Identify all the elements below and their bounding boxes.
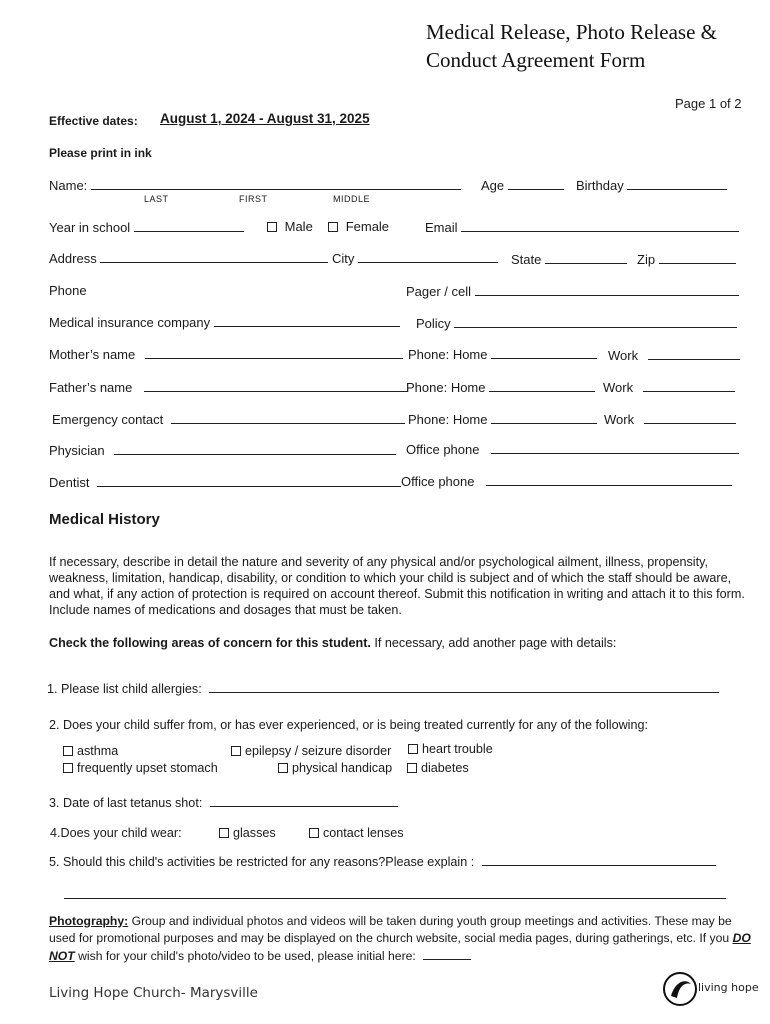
handicap-checkbox[interactable]	[278, 763, 288, 773]
physician-field[interactable]	[114, 442, 396, 455]
condition-heart	[408, 742, 493, 756]
emergency-field[interactable]	[171, 411, 405, 424]
emergency-phone-home-label: Phone: Home	[408, 412, 488, 427]
mother-phone-home-field[interactable]	[491, 346, 597, 359]
mother-phone-row	[408, 346, 597, 362]
middle-sublabel: MIDDLE	[333, 194, 371, 204]
living-hope-logo-text: living hope	[698, 981, 759, 994]
physician-office-phone-label: Office phone	[406, 442, 480, 457]
dentist-office-phone-field[interactable]	[486, 473, 732, 486]
city-label: City	[331, 251, 355, 266]
medical-history-heading: Medical History	[49, 511, 160, 528]
condition-epilepsy	[231, 744, 391, 758]
dentist-office-phone-label: Office phone	[401, 474, 475, 489]
check-areas-bold: Check the following areas of concern for this student.	[49, 636, 371, 650]
page-number: Page 1 of 2	[675, 96, 742, 111]
insurance-row	[49, 314, 400, 330]
allergies-row	[47, 680, 719, 696]
glasses-checkbox[interactable]	[219, 828, 229, 838]
insurance-field[interactable]	[214, 314, 400, 327]
first-sublabel: FIRST	[239, 194, 268, 204]
father-work-label: Work	[603, 380, 634, 395]
physician-row	[49, 442, 396, 458]
photography-label: Photography:	[49, 914, 129, 928]
year-row	[49, 219, 244, 235]
year-in-school-field[interactable]	[134, 219, 244, 232]
state-field[interactable]	[545, 251, 627, 264]
father-work-field[interactable]	[643, 379, 735, 392]
photo-initial-field[interactable]	[423, 947, 471, 960]
glasses-label: glasses	[233, 826, 276, 840]
effective-dates-value: August 1, 2024 - August 31, 2025	[160, 111, 370, 126]
father-phone-row	[406, 379, 595, 395]
mother-phone-home-label: Phone: Home	[408, 347, 488, 362]
allergies-field[interactable]	[209, 680, 719, 693]
contacts-option	[309, 826, 404, 840]
tetanus-field[interactable]	[210, 794, 398, 807]
zip-label: Zip	[637, 252, 656, 267]
photography-text: Group and individual photos and videos will be taken during youth group meetings and activities. These may be used for promotional purposes and may be displayed on the church website, social media pages, during gatherings, etc. If you	[49, 914, 733, 945]
form-title-line2: Conduct Agreement Form	[426, 48, 646, 72]
father-phone-home-field[interactable]	[489, 379, 595, 392]
medical-history-paragraph: If necessary, describe in detail the nature and severity of any physical and/or psychological ailment, illness, propensity, weakness, limitation, handicap, disability, or condition to which your child is subject and of which the staff should be aware, and what, if any action of protection is required on account thereof. Submit this notification in writing and attach it to this form. Include names of medications and dosages that must be taken.	[49, 555, 745, 617]
form-title-line1: Medical Release, Photo Release &	[426, 20, 717, 44]
name-field[interactable]	[91, 177, 461, 190]
address-row	[49, 250, 498, 266]
zip-row	[637, 251, 736, 267]
epilepsy-label: epilepsy / seizure disorder	[245, 744, 392, 758]
dentist-row	[49, 474, 401, 490]
policy-label: Policy	[416, 316, 451, 331]
pager-cell-field[interactable]	[475, 283, 739, 296]
email-field[interactable]	[461, 219, 739, 232]
physician-office-phone-field[interactable]	[491, 441, 739, 454]
emergency-work-field[interactable]	[644, 411, 736, 424]
phone-label: Phone	[49, 283, 87, 298]
insurance-label: Medical insurance company	[49, 315, 211, 330]
male-checkbox[interactable]	[267, 222, 277, 232]
physician-label: Physician	[49, 443, 105, 458]
father-label: Father’s name	[49, 380, 133, 395]
restrictions-label: 5. Should this child's activities be restricted for any reasons?Please explain :	[49, 855, 475, 869]
church-footer: Living Hope Church- Marysville	[49, 985, 258, 1001]
gender-options	[267, 219, 389, 234]
age-label: Age	[481, 178, 505, 193]
city-field[interactable]	[358, 250, 498, 263]
emergency-phone-row	[408, 411, 597, 427]
epilepsy-checkbox[interactable]	[231, 746, 241, 756]
photography-text2: wish for your child's photo/video to be used, please initial here:	[74, 949, 416, 963]
print-in-ink-note: Please print in ink	[49, 146, 152, 160]
state-label: State	[511, 252, 542, 267]
condition-stomach	[63, 761, 218, 775]
father-phone-home-label: Phone: Home	[406, 380, 486, 395]
restrictions-field[interactable]	[482, 853, 716, 866]
contacts-label: contact lenses	[323, 826, 404, 840]
father-row	[49, 379, 408, 395]
asthma-label: asthma	[77, 744, 119, 758]
contacts-checkbox[interactable]	[309, 828, 319, 838]
restrictions-row	[49, 853, 716, 869]
age-row	[481, 177, 564, 193]
heart-trouble-checkbox[interactable]	[408, 744, 418, 754]
zip-field[interactable]	[659, 251, 736, 264]
mother-work-label: Work	[608, 348, 639, 363]
mother-field[interactable]	[145, 346, 403, 359]
stomach-label: frequently upset stomach	[77, 761, 218, 775]
form-title	[426, 18, 717, 74]
address-label: Address	[49, 251, 97, 266]
mother-row	[49, 346, 403, 362]
birthday-field[interactable]	[627, 177, 727, 190]
email-label: Email	[425, 220, 458, 235]
emergency-row	[52, 411, 405, 427]
emergency-work-row	[604, 411, 736, 427]
pager-row	[406, 283, 739, 299]
glasses-option	[219, 826, 276, 840]
last-sublabel: LAST	[144, 194, 169, 204]
policy-row	[416, 315, 737, 331]
state-row	[511, 251, 627, 267]
male-label: Male	[284, 219, 313, 234]
asthma-checkbox[interactable]	[63, 746, 73, 756]
emergency-phone-home-field[interactable]	[491, 411, 597, 424]
allergies-label: 1. Please list child allergies:	[47, 682, 202, 696]
handicap-label: physical handicap	[292, 761, 393, 775]
stomach-checkbox[interactable]	[63, 763, 73, 773]
check-areas-note	[49, 636, 616, 650]
restrictions-extra-line[interactable]	[64, 886, 726, 899]
condition-handicap	[278, 761, 392, 775]
tetanus-row	[49, 794, 398, 810]
dentist-field[interactable]	[97, 474, 401, 487]
mother-work-row	[608, 347, 740, 363]
condition-diabetes	[407, 761, 469, 775]
conditions-question: 2. Does your child suffer from, or has ever experienced, or is being treated currently for any of the following:	[49, 718, 648, 732]
father-work-row	[603, 379, 735, 395]
policy-field[interactable]	[454, 315, 737, 328]
father-field[interactable]	[144, 379, 408, 392]
emergency-work-label: Work	[604, 412, 635, 427]
address-field[interactable]	[100, 250, 328, 263]
condition-asthma	[63, 744, 118, 758]
pager-cell-label: Pager / cell	[406, 284, 472, 299]
mother-work-field[interactable]	[648, 347, 740, 360]
photography-paragraph	[49, 913, 761, 965]
name-row	[49, 177, 461, 193]
dentist-office-row	[401, 473, 732, 489]
check-areas-rest: If necessary, add another page with details:	[370, 636, 617, 650]
eyewear-question: 4.Does your child wear:	[50, 826, 182, 840]
age-field[interactable]	[508, 177, 564, 190]
dentist-label: Dentist	[49, 475, 90, 490]
female-checkbox[interactable]	[328, 222, 338, 232]
emergency-label: Emergency contact	[52, 412, 164, 427]
email-row	[425, 219, 739, 235]
physician-office-row	[406, 441, 739, 457]
birthday-row	[576, 177, 727, 193]
female-label: Female	[345, 219, 390, 234]
diabetes-checkbox[interactable]	[407, 763, 417, 773]
do-not-emphasis: DO NOT	[49, 931, 751, 963]
tetanus-label: 3. Date of last tetanus shot:	[49, 796, 203, 810]
name-label: Name:	[49, 178, 88, 193]
birthday-label: Birthday	[576, 178, 624, 193]
living-hope-logo-icon	[661, 970, 699, 1013]
effective-dates-label: Effective dates:	[49, 114, 138, 128]
heart-trouble-label: heart trouble	[422, 742, 493, 756]
diabetes-label: diabetes	[421, 761, 469, 775]
year-in-school-label: Year in school	[49, 220, 131, 235]
mother-label: Mother’s name	[49, 347, 136, 362]
